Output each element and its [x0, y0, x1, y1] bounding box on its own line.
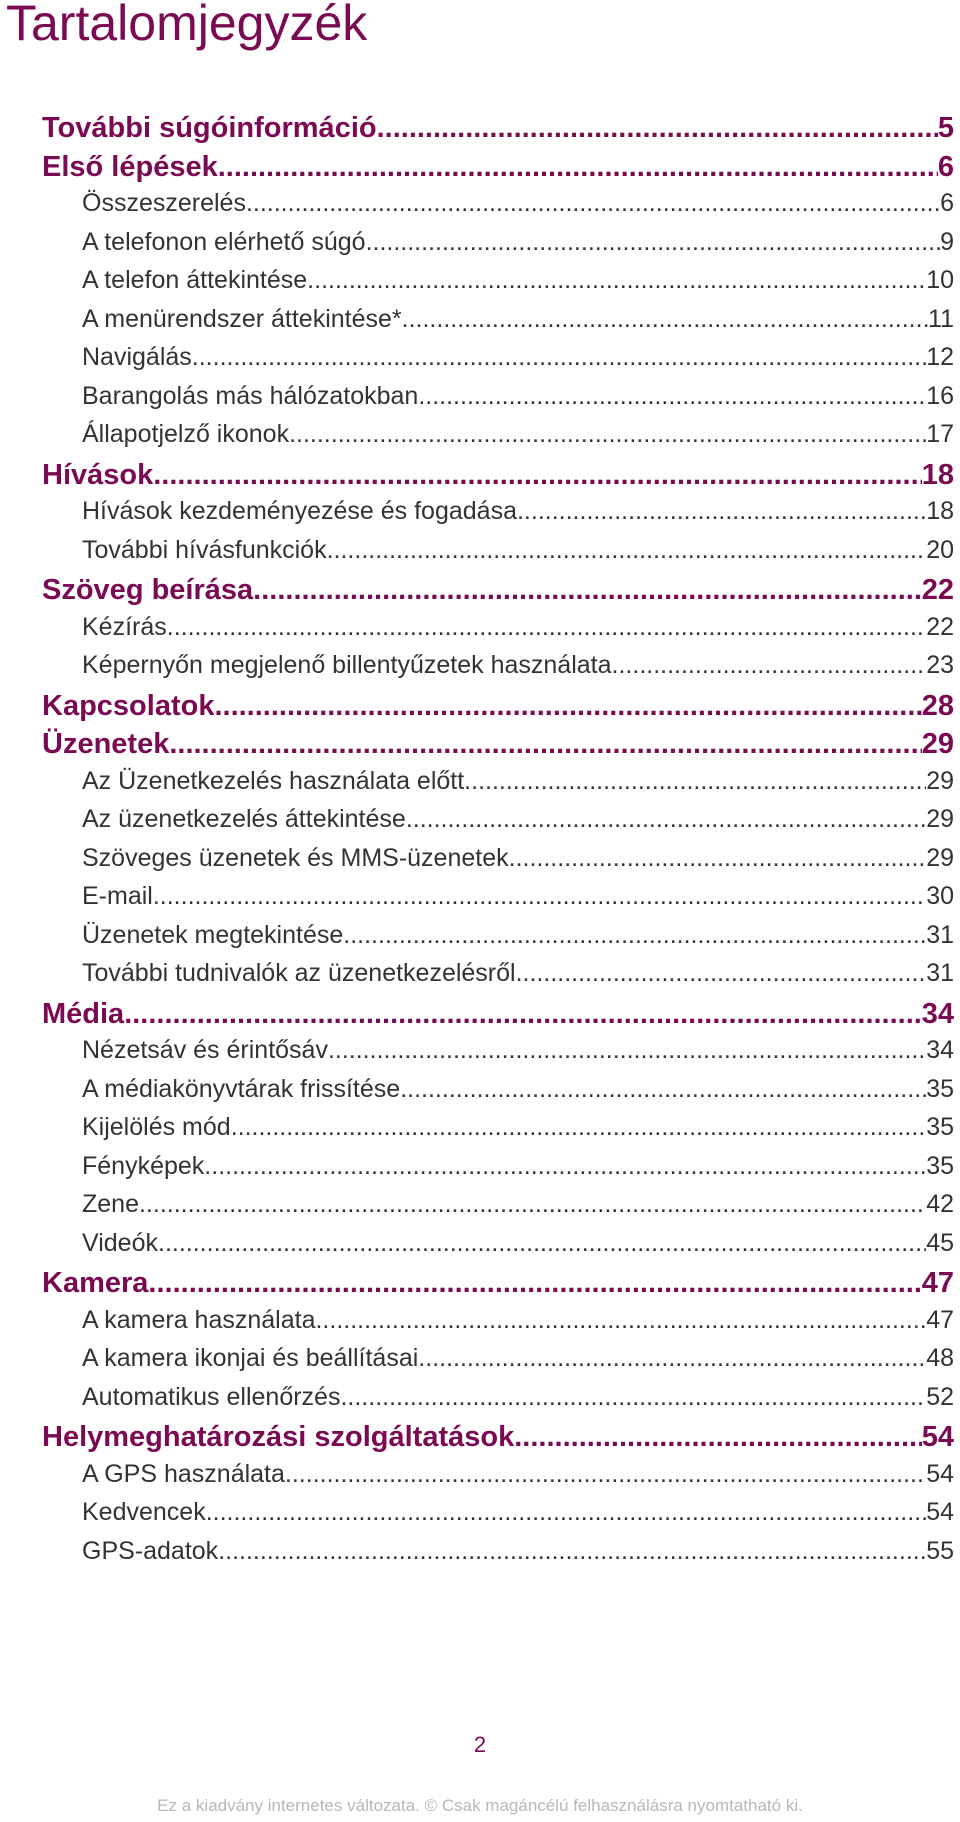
toc-entry-page: 35: [926, 1151, 954, 1180]
toc-entry-label: Szöveges üzenetek és MMS-üzenetek: [82, 843, 509, 872]
toc-entry-label: Kamera: [42, 1267, 149, 1299]
toc-section[interactable]: [82, 1383, 954, 1412]
toc-chapter[interactable]: [42, 998, 954, 1031]
toc-entry-label: További tudnivalók az üzenetkezelésről: [82, 959, 516, 987]
toc-entry-page: 5: [937, 112, 954, 144]
toc-entry-label: Barangolás más hálózatokban: [82, 381, 419, 410]
toc-entry-page: 22: [921, 574, 954, 606]
dot-leader: [231, 1113, 927, 1142]
toc-section[interactable]: [82, 228, 954, 257]
toc-entry-page: 47: [926, 1305, 954, 1334]
dot-leader: [285, 1460, 926, 1489]
dot-leader: [167, 613, 926, 642]
toc-entry-label: Kézírás: [82, 612, 167, 641]
dot-leader: [418, 1344, 926, 1373]
dot-leader: [517, 497, 926, 526]
toc-section[interactable]: [82, 343, 954, 372]
toc-entry-page: 11: [928, 304, 954, 333]
toc-entry-page: 23: [926, 651, 954, 679]
toc-entry-page: 6: [937, 150, 954, 183]
dot-leader: [307, 266, 926, 295]
toc-entry-page: 28: [921, 689, 954, 722]
toc-entry-label: A telefonon elérhető súgó: [82, 227, 366, 256]
toc-chapter[interactable]: [42, 151, 954, 184]
toc-section[interactable]: [82, 921, 954, 950]
dot-leader: [328, 1036, 926, 1065]
toc-entry-label: Képernyőn megjelenő billentyűzetek használata: [82, 651, 612, 679]
toc-chapter[interactable]: [42, 1421, 954, 1454]
toc-section[interactable]: [82, 1190, 954, 1219]
dot-leader: [218, 1537, 926, 1566]
dot-leader: [402, 305, 928, 334]
toc-entry-page: 9: [940, 227, 954, 256]
toc-entry-label: Automatikus ellenőrzés: [82, 1382, 341, 1411]
toc-entry-page: 29: [921, 728, 954, 760]
toc-section[interactable]: [82, 305, 954, 334]
toc-entry-label: GPS-adatok: [82, 1536, 219, 1565]
toc-section[interactable]: [82, 1344, 954, 1373]
toc-section[interactable]: [82, 420, 954, 449]
toc-entry-page: 42: [926, 1190, 954, 1218]
dot-leader: [612, 651, 927, 680]
dot-leader: [253, 574, 922, 607]
dot-leader: [153, 459, 922, 492]
toc-chapter[interactable]: [42, 574, 954, 607]
toc-entry-label: Helymeghatározási szolgáltatások: [42, 1421, 515, 1453]
toc-entry-page: 16: [926, 381, 954, 410]
dot-leader: [418, 382, 926, 411]
dot-leader: [169, 728, 921, 761]
dot-leader: [148, 1267, 921, 1300]
toc-entry-label: A kamera használata: [82, 1305, 316, 1334]
dot-leader: [514, 1421, 922, 1454]
toc-entry-page: 29: [926, 843, 954, 872]
dot-leader: [406, 805, 926, 834]
toc-entry-page: 10: [926, 266, 954, 294]
dot-leader: [206, 1498, 926, 1527]
dot-leader: [204, 1152, 926, 1181]
dot-leader: [246, 189, 940, 218]
dot-leader: [464, 767, 926, 796]
toc-entry-page: 18: [921, 458, 954, 491]
toc-section[interactable]: [82, 1306, 954, 1335]
toc-entry-label: Kijelölés mód: [82, 1113, 231, 1141]
toc-section[interactable]: [82, 1498, 954, 1527]
toc-entry-label: Első lépések: [42, 150, 218, 183]
toc-entry-label: Kedvencek: [82, 1498, 206, 1526]
toc-chapter[interactable]: [42, 728, 954, 761]
dot-leader: [516, 959, 927, 988]
footer-note: Ez a kiadvány internetes változata. © Csak magáncélú felhasználásra nyomtatható ki.: [157, 1796, 803, 1815]
toc-entry-label: Navigálás: [82, 343, 192, 371]
toc-section[interactable]: [82, 1229, 954, 1258]
toc-entry-label: A médiakönyvtárak frissítése: [82, 1074, 401, 1103]
toc-chapter[interactable]: [42, 459, 954, 492]
toc-entry-label: A telefon áttekintése: [82, 266, 308, 294]
dot-leader: [340, 1383, 926, 1412]
toc-entry-page: 48: [926, 1344, 954, 1372]
toc-section[interactable]: [82, 382, 954, 411]
toc-entry-page: 52: [926, 1382, 954, 1411]
toc-section[interactable]: [82, 1152, 954, 1181]
toc-entry-label: További súgóinformáció: [42, 112, 377, 144]
toc-entry-label: Szöveg beírása: [42, 574, 254, 606]
dot-leader: [377, 112, 938, 145]
toc-entry-label: Az üzenetkezelés áttekintése: [82, 805, 406, 833]
page-number: 2: [473, 1732, 487, 1757]
toc-chapter[interactable]: [42, 112, 954, 145]
toc-section[interactable]: [82, 189, 954, 218]
toc-section[interactable]: [82, 1075, 954, 1104]
toc-entry-label: Nézetsáv és érintősáv: [82, 1036, 328, 1064]
toc-entry-page: 20: [926, 535, 954, 564]
toc-section[interactable]: [82, 266, 954, 295]
toc-entry-label: Az Üzenetkezelés használata előtt: [82, 766, 465, 795]
dot-leader: [139, 1190, 926, 1219]
toc-entry-label: A GPS használata: [82, 1459, 285, 1488]
toc-entry-page: 6: [940, 189, 954, 217]
toc-entry-page: 18: [926, 497, 954, 525]
toc-entry-label: Üzenetek: [42, 728, 170, 760]
toc-section[interactable]: [82, 844, 954, 873]
toc-entry-page: 54: [926, 1459, 954, 1488]
toc-entry-label: Videók: [82, 1228, 158, 1257]
toc-entry-label: Hívások kezdeményezése és fogadása: [82, 497, 517, 525]
toc-entry-page: 22: [926, 612, 954, 641]
toc-section[interactable]: [82, 882, 954, 911]
toc-section[interactable]: [82, 1036, 954, 1065]
toc-entry-label: Hívások: [42, 458, 154, 491]
toc-entry-page: 34: [921, 997, 954, 1030]
dot-leader: [327, 536, 927, 565]
dot-leader: [218, 151, 938, 184]
toc-entry-label: E-mail: [82, 882, 153, 910]
toc-section[interactable]: [82, 613, 954, 642]
toc-entry-page: 29: [926, 805, 954, 833]
toc-entry-label: A kamera ikonjai és beállításai: [82, 1344, 419, 1372]
toc-chapter[interactable]: [42, 1267, 954, 1300]
toc-section[interactable]: [82, 1113, 954, 1142]
toc-entry-label: Média: [42, 997, 125, 1030]
toc-chapter[interactable]: [42, 690, 954, 723]
toc-entry-page: 54: [926, 1498, 954, 1526]
dot-leader: [315, 1306, 926, 1335]
toc-entry-page: 35: [926, 1074, 954, 1103]
toc-entry-label: Zene: [82, 1190, 139, 1218]
toc-entry-page: 29: [926, 766, 954, 795]
toc-entry-page: 54: [921, 1421, 954, 1453]
toc-section[interactable]: [82, 651, 954, 680]
toc-entry-label: Fényképek: [82, 1151, 205, 1180]
toc-entry-label: A menürendszer áttekintése*: [82, 304, 402, 333]
toc-section[interactable]: [82, 767, 954, 796]
page-title: Tartalomjegyzék: [6, 0, 368, 51]
dot-leader: [289, 420, 926, 449]
toc-section[interactable]: [82, 536, 954, 565]
dot-leader: [153, 882, 926, 911]
toc-entry-page: 30: [926, 882, 954, 910]
toc-entry-page: 31: [926, 959, 954, 987]
toc-entry-page: 45: [926, 1228, 954, 1257]
dot-leader: [158, 1229, 926, 1258]
dot-leader: [366, 228, 941, 257]
toc-section[interactable]: [82, 959, 954, 988]
toc-section[interactable]: [82, 1537, 954, 1566]
dot-leader: [509, 844, 927, 873]
toc-entry-page: 55: [926, 1536, 954, 1565]
toc-entry-page: 47: [921, 1267, 954, 1299]
toc-entry-page: 17: [926, 420, 954, 448]
toc-entry-label: Összeszerelés: [82, 189, 246, 217]
toc-entry-label: Üzenetek megtekintése: [82, 920, 344, 949]
toc-entry-page: 35: [926, 1113, 954, 1141]
dot-leader: [192, 343, 926, 372]
toc-section[interactable]: [82, 1460, 954, 1489]
toc-section[interactable]: [82, 805, 954, 834]
dot-leader: [214, 690, 921, 723]
toc-entry-page: 12: [926, 343, 954, 371]
toc-entry-label: További hívásfunkciók: [82, 535, 327, 564]
dot-leader: [343, 921, 926, 950]
toc-entry-label: Állapotjelző ikonok: [82, 420, 290, 448]
dot-leader: [124, 998, 922, 1031]
toc-section[interactable]: [82, 497, 954, 526]
toc-entry-page: 34: [926, 1036, 954, 1064]
toc-entry-label: Kapcsolatok: [42, 689, 215, 722]
dot-leader: [400, 1075, 926, 1104]
toc-entry-page: 31: [926, 920, 954, 949]
